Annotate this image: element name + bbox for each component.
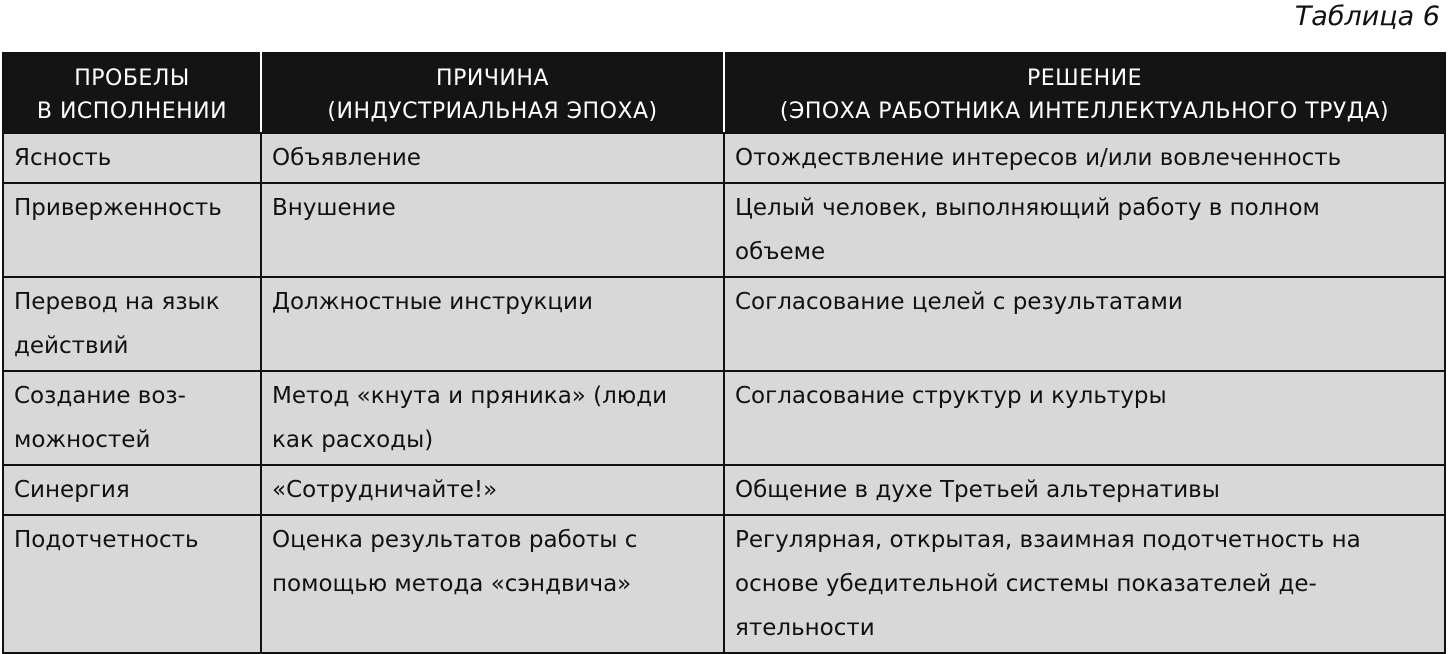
gap-cell: Создание воз- можностей: [3, 371, 261, 465]
table-row: [3, 183, 1445, 277]
header-cause-line2: (ИНДУСТРИАЛЬНАЯ ЭПОХА): [327, 99, 658, 124]
gap-cell: Перевод на язык действий: [3, 277, 261, 371]
cause-cell: Должностные инструкции: [261, 277, 724, 371]
header-gaps-line2: В ИСПОЛНЕНИИ: [36, 99, 228, 124]
header-gaps: [3, 53, 261, 133]
header-solution: [724, 53, 1445, 133]
header-solution-line2: (ЭПОХА РАБОТНИКА ИНТЕЛЛЕКТУАЛЬНОГО ТРУДА): [779, 99, 1390, 124]
table-row: [3, 371, 1445, 465]
performance-gaps-table: [2, 52, 1446, 654]
cause-cell: Объявление: [261, 133, 724, 183]
cause-cell: Внушение: [261, 183, 724, 277]
gap-cell: Подотчетность: [3, 515, 261, 653]
table-row: [3, 133, 1445, 183]
cause-cell: Оценка результатов работы с помощью метода «сэндвича»: [261, 515, 724, 653]
header-cause-line1: ПРИЧИНА: [436, 66, 549, 91]
header-gaps-line1: ПРОБЕЛЫ: [74, 66, 190, 91]
header-solution-line1: РЕШЕНИЕ: [1027, 66, 1142, 91]
solution-cell: Согласование целей с результатами: [724, 277, 1445, 371]
solution-cell: Регулярная, открытая, взаимная подотчетность на основе убедительной системы показателей де- ятельности: [724, 515, 1445, 653]
header-cause: [261, 53, 724, 133]
table-caption: Таблица 6: [1294, 1, 1440, 32]
table-body: [3, 133, 1445, 653]
gap-cell: Приверженность: [3, 183, 261, 277]
solution-cell: Согласование структур и культуры: [724, 371, 1445, 465]
table-row: [3, 277, 1445, 371]
table-row: [3, 515, 1445, 653]
solution-cell: Общение в духе Третьей альтернативы: [724, 465, 1445, 515]
cause-cell: Метод «кнута и пряника» (люди как расходы): [261, 371, 724, 465]
solution-cell: Отождествление интересов и/или вовлеченность: [724, 133, 1445, 183]
header-row: [3, 53, 1445, 133]
table-header: [3, 53, 1445, 133]
cause-cell: «Сотрудничайте!»: [261, 465, 724, 515]
gap-cell: Ясность: [3, 133, 261, 183]
gap-cell: Синергия: [3, 465, 261, 515]
solution-cell: Целый человек, выполняющий работу в полном объеме: [724, 183, 1445, 277]
table-row: [3, 465, 1445, 515]
